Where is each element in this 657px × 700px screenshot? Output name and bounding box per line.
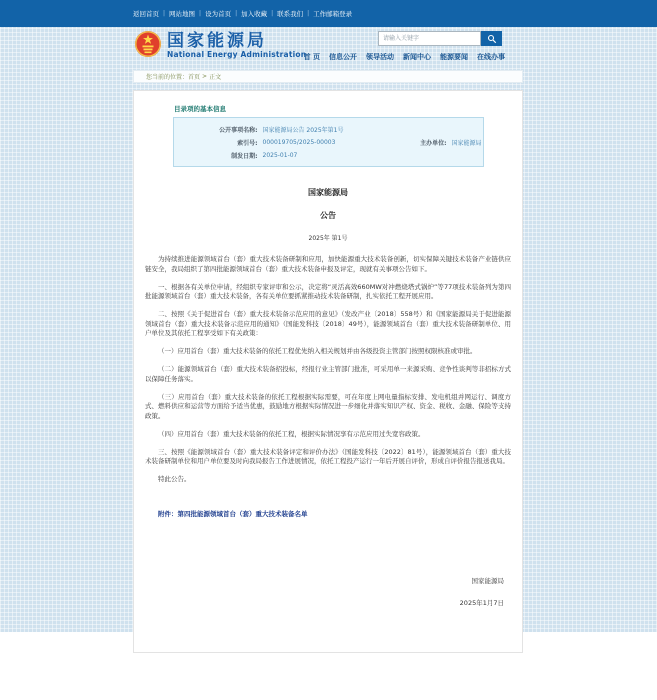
topbar-link-contact[interactable]: 联系我们 [277, 10, 304, 18]
topbar-link-home[interactable]: 返回首页 [133, 10, 159, 18]
meta-date-label: 制发日期: [231, 153, 258, 160]
site-name-english: National Energy Administration [167, 49, 307, 59]
nav-energy-news[interactable]: 能源要闻 [440, 53, 468, 61]
table-row [174, 123, 483, 136]
divider: | [307, 10, 310, 17]
site-header [0, 27, 657, 65]
breadcrumb-separator: > [202, 73, 208, 80]
attachment-label: 附件： [158, 509, 178, 518]
attachment-link[interactable]: 第四批能源领域首台（套）重大技术装备名单 [177, 509, 308, 518]
topbar-link-favorite[interactable]: 加入收藏 [241, 10, 268, 18]
content-panel [133, 90, 523, 653]
closing-line: 特此公告。 [158, 475, 191, 483]
paragraph: （一）应用首台（套）重大技术装备的依托工程优先纳入相关规划并由各级投资主管部门按照权限核准或审批。 [158, 347, 477, 355]
main-navigation [304, 52, 505, 62]
topbar-link-mail-login[interactable]: 工作邮箱登录 [313, 10, 353, 18]
paragraph: （二）能源领域首台（套）重大技术装备招投标，经报行业主管部门批准，可采用单一来源采购、竞争性谈判等非招标方式以保障任务落实。 [145, 365, 511, 383]
meta-section-title: 目录项的基本信息 [174, 105, 226, 113]
breadcrumb-home[interactable]: 首页 [188, 74, 201, 81]
breadcrumb-label: 您当前的位置： [146, 74, 189, 81]
article-body [145, 255, 511, 485]
signature-block [134, 576, 504, 607]
signature-org: 国家能源局 [471, 576, 504, 585]
site-name: 国家能源局 [167, 30, 267, 51]
nav-leadership[interactable]: 领导活动 [366, 53, 394, 61]
site-logo[interactable] [134, 30, 306, 60]
paragraph: （四）应用首台（套）重大技术装备的依托工程，根据实际情况享有示范应用过失宽容政策。 [158, 429, 425, 438]
meta-date-value: 2025-01-07 [262, 152, 298, 159]
meta-org-label: 主办单位: [420, 140, 447, 147]
paragraph: 为持续推进能源领域首台（套）重大技术装备研制和应用，加快能源重大技术装备创新，切实保障关键技术装备产业链供应链安全，我局组织了第四批能源领域首台（套）重大技术装备申报及评定，现就有关事项公告如下。 [145, 255, 511, 273]
paragraph: （三）应用首台（套）重大技术装备的依托工程根据实际需要，可在年度上网电量指标安排、发电机组并网运行、调度方式、燃料供应和运营等方面给予适当优惠，鼓励地方根据实际情况进一步细化并落实知识产权、资金、税收、金融、保险等支持政策。 [145, 392, 511, 420]
nav-online-services[interactable]: 在线办事 [477, 53, 505, 61]
signature-date: 2025年1月7日 [459, 598, 504, 607]
paragraph: 一、根据各有关单位申请，经组织专家评审和公示，决定将“灵活高效660MW对冲燃烧塔式锅炉”等77项技术装备列为第四批能源领域首台（套）重大技术装备，各有关单位要抓紧推动技术装备研制，扎实依托工程开展应用。 [145, 282, 511, 300]
paragraph: 二、按照《关于促进首台（套）重大技术装备示范应用的意见》（发改产业〔2018〕558号）和《国家能源局关于促进能源领域首台（套）重大技术装备示范应用的通知》（国能发科技〔2018〕49号），能源领域首台（套）重大技术装备研制单位、用户单位及其依托工程享受如下有关政策： [145, 310, 511, 337]
search-icon [487, 34, 497, 44]
document-title: 国家能源局 [308, 188, 348, 197]
national-emblem-icon [134, 30, 162, 60]
divider: | [199, 10, 202, 17]
meta-org-value: 国家能源局 [451, 140, 482, 147]
divider: | [235, 10, 238, 17]
topbar-link-set-homepage[interactable]: 设为首页 [205, 10, 232, 18]
meta-info-table [173, 117, 484, 167]
topbar-link-sitemap[interactable]: 网站地图 [169, 10, 196, 18]
top-utility-bar [0, 0, 657, 27]
divider: | [271, 10, 274, 17]
nav-home[interactable]: 首 页 [303, 53, 320, 61]
meta-name-label: 公开事项名称: [219, 127, 258, 134]
nav-news-center[interactable]: 新闻中心 [403, 53, 431, 61]
search-button[interactable] [481, 31, 502, 46]
site-title-group [167, 32, 306, 59]
document-number: 2025年 第1号 [308, 235, 348, 242]
breadcrumb [133, 70, 523, 83]
paragraph: 三、按照《能源领域首台（套）重大技术装备评定和评价办法》（国能发科技〔2022〕81号），能源领域首台（套）重大技术装备研制单位和用户单位要及时向我局报告工作进展情况，依托工程投产运行一年后开展自评价，形成自评价报告报送我局。 [145, 447, 511, 465]
breadcrumb-current: 正文 [209, 74, 222, 81]
search-input[interactable] [378, 31, 481, 46]
search-box [378, 31, 502, 46]
nav-info-disclosure[interactable]: 信息公开 [329, 53, 357, 61]
document-subtitle: 公告 [320, 211, 336, 220]
meta-index-value: 000019705/2025-00003 [262, 139, 336, 146]
meta-index-label: 索引号: [237, 140, 258, 147]
attachment-row [145, 509, 511, 518]
table-row [174, 136, 483, 149]
divider: | [163, 10, 166, 17]
meta-name-value: 国家能源局公告 2025年第1号 [262, 127, 344, 134]
table-row [174, 149, 483, 162]
